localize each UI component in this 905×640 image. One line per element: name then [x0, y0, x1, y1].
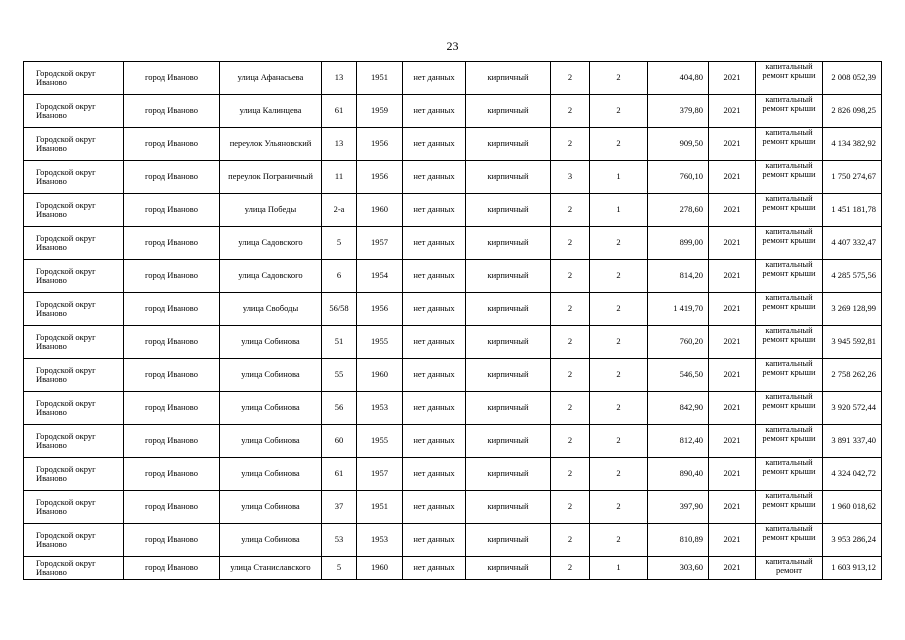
- table-row: [24, 359, 882, 392]
- registry-body: [24, 62, 882, 580]
- city-cell: город Иваново: [124, 161, 220, 194]
- area-cell: 303,60: [648, 557, 709, 580]
- table-row: [24, 524, 882, 557]
- entrances-cell: 2: [590, 359, 648, 392]
- house-number-cell: 51: [322, 326, 357, 359]
- cost-cell: 3 891 337,40: [823, 425, 882, 458]
- area-cell: 909,50: [648, 128, 709, 161]
- status-cell: нет данных: [403, 128, 466, 161]
- city-cell: город Иваново: [124, 227, 220, 260]
- area-cell: 1 419,70: [648, 293, 709, 326]
- build-year-cell: 1955: [357, 425, 403, 458]
- entrances-cell: 2: [590, 227, 648, 260]
- build-year-cell: 1951: [357, 62, 403, 95]
- street-cell: улица Калинцева: [220, 95, 322, 128]
- city-cell: город Иваново: [124, 95, 220, 128]
- table-row: [24, 227, 882, 260]
- district-cell: Городской округ Иваново: [24, 62, 124, 95]
- build-year-cell: 1959: [357, 95, 403, 128]
- plan-year-cell: 2021: [709, 227, 756, 260]
- house-number-cell: 37: [322, 491, 357, 524]
- cost-cell: 1 750 274,67: [823, 161, 882, 194]
- work-type-cell: капитальный ремонт крыши: [756, 194, 823, 227]
- plan-year-cell: 2021: [709, 557, 756, 580]
- floors-cell: 2: [551, 425, 590, 458]
- build-year-cell: 1960: [357, 359, 403, 392]
- house-number-cell: 56: [322, 392, 357, 425]
- wall-material-cell: кирпичный: [466, 260, 551, 293]
- city-cell: город Иваново: [124, 359, 220, 392]
- district-cell: Городской округ Иваново: [24, 491, 124, 524]
- street-cell: улица Победы: [220, 194, 322, 227]
- status-cell: нет данных: [403, 62, 466, 95]
- house-number-cell: 6: [322, 260, 357, 293]
- plan-year-cell: 2021: [709, 62, 756, 95]
- entrances-cell: 1: [590, 557, 648, 580]
- work-type-cell: капитальный ремонт крыши: [756, 62, 823, 95]
- wall-material-cell: кирпичный: [466, 161, 551, 194]
- plan-year-cell: 2021: [709, 392, 756, 425]
- street-cell: улица Собинова: [220, 425, 322, 458]
- entrances-cell: 2: [590, 458, 648, 491]
- cost-cell: 2 008 052,39: [823, 62, 882, 95]
- entrances-cell: 2: [590, 425, 648, 458]
- floors-cell: 2: [551, 62, 590, 95]
- wall-material-cell: кирпичный: [466, 326, 551, 359]
- district-cell: Городской округ Иваново: [24, 557, 124, 580]
- wall-material-cell: кирпичный: [466, 227, 551, 260]
- table-row: [24, 62, 882, 95]
- cost-cell: 4 134 382,92: [823, 128, 882, 161]
- plan-year-cell: 2021: [709, 161, 756, 194]
- table-row: [24, 326, 882, 359]
- district-cell: Городской округ Иваново: [24, 392, 124, 425]
- build-year-cell: 1957: [357, 458, 403, 491]
- status-cell: нет данных: [403, 359, 466, 392]
- status-cell: нет данных: [403, 260, 466, 293]
- plan-year-cell: 2021: [709, 458, 756, 491]
- cost-cell: 3 953 286,24: [823, 524, 882, 557]
- cost-cell: 4 285 575,56: [823, 260, 882, 293]
- table-row: [24, 491, 882, 524]
- entrances-cell: 2: [590, 293, 648, 326]
- entrances-cell: 2: [590, 491, 648, 524]
- table-row: [24, 128, 882, 161]
- floors-cell: 2: [551, 95, 590, 128]
- city-cell: город Иваново: [124, 458, 220, 491]
- cost-cell: 4 407 332,47: [823, 227, 882, 260]
- floors-cell: 2: [551, 227, 590, 260]
- cost-cell: 3 945 592,81: [823, 326, 882, 359]
- plan-year-cell: 2021: [709, 359, 756, 392]
- house-number-cell: 55: [322, 359, 357, 392]
- house-number-cell: 5: [322, 227, 357, 260]
- status-cell: нет данных: [403, 95, 466, 128]
- street-cell: улица Собинова: [220, 326, 322, 359]
- cost-cell: 3 269 128,99: [823, 293, 882, 326]
- district-cell: Городской округ Иваново: [24, 359, 124, 392]
- street-cell: переулок Пограничный: [220, 161, 322, 194]
- floors-cell: 2: [551, 557, 590, 580]
- street-cell: улица Собинова: [220, 392, 322, 425]
- wall-material-cell: кирпичный: [466, 293, 551, 326]
- plan-year-cell: 2021: [709, 128, 756, 161]
- area-cell: 760,20: [648, 326, 709, 359]
- area-cell: 760,10: [648, 161, 709, 194]
- house-number-cell: 61: [322, 95, 357, 128]
- wall-material-cell: кирпичный: [466, 95, 551, 128]
- build-year-cell: 1956: [357, 293, 403, 326]
- wall-material-cell: кирпичный: [466, 194, 551, 227]
- table-row: [24, 458, 882, 491]
- table-row: [24, 557, 882, 580]
- city-cell: город Иваново: [124, 425, 220, 458]
- street-cell: улица Собинова: [220, 458, 322, 491]
- wall-material-cell: кирпичный: [466, 491, 551, 524]
- status-cell: нет данных: [403, 293, 466, 326]
- wall-material-cell: кирпичный: [466, 425, 551, 458]
- area-cell: 404,80: [648, 62, 709, 95]
- floors-cell: 3: [551, 161, 590, 194]
- district-cell: Городской округ Иваново: [24, 128, 124, 161]
- city-cell: город Иваново: [124, 260, 220, 293]
- status-cell: нет данных: [403, 458, 466, 491]
- build-year-cell: 1956: [357, 161, 403, 194]
- cost-cell: 1 960 018,62: [823, 491, 882, 524]
- street-cell: улица Собинова: [220, 359, 322, 392]
- street-cell: улица Садовского: [220, 227, 322, 260]
- wall-material-cell: кирпичный: [466, 392, 551, 425]
- district-cell: Городской округ Иваново: [24, 524, 124, 557]
- district-cell: Городской округ Иваново: [24, 227, 124, 260]
- status-cell: нет данных: [403, 425, 466, 458]
- work-type-cell: капитальный ремонт крыши: [756, 524, 823, 557]
- cost-cell: 2 826 098,25: [823, 95, 882, 128]
- house-number-cell: 61: [322, 458, 357, 491]
- build-year-cell: 1954: [357, 260, 403, 293]
- wall-material-cell: кирпичный: [466, 128, 551, 161]
- table-row: [24, 260, 882, 293]
- build-year-cell: 1960: [357, 194, 403, 227]
- cost-cell: 4 324 042,72: [823, 458, 882, 491]
- house-number-cell: 53: [322, 524, 357, 557]
- floors-cell: 2: [551, 491, 590, 524]
- entrances-cell: 2: [590, 392, 648, 425]
- entrances-cell: 2: [590, 62, 648, 95]
- floors-cell: 2: [551, 458, 590, 491]
- wall-material-cell: кирпичный: [466, 524, 551, 557]
- build-year-cell: 1953: [357, 392, 403, 425]
- area-cell: 278,60: [648, 194, 709, 227]
- work-type-cell: капитальный ремонт крыши: [756, 293, 823, 326]
- build-year-cell: 1955: [357, 326, 403, 359]
- cost-cell: 3 920 572,44: [823, 392, 882, 425]
- city-cell: город Иваново: [124, 491, 220, 524]
- cost-cell: 1 603 913,12: [823, 557, 882, 580]
- build-year-cell: 1956: [357, 128, 403, 161]
- plan-year-cell: 2021: [709, 260, 756, 293]
- plan-year-cell: 2021: [709, 491, 756, 524]
- work-type-cell: капитальный ремонт крыши: [756, 260, 823, 293]
- city-cell: город Иваново: [124, 293, 220, 326]
- status-cell: нет данных: [403, 557, 466, 580]
- area-cell: 842,90: [648, 392, 709, 425]
- area-cell: 379,80: [648, 95, 709, 128]
- area-cell: 546,50: [648, 359, 709, 392]
- work-type-cell: капитальный ремонт крыши: [756, 326, 823, 359]
- status-cell: нет данных: [403, 392, 466, 425]
- area-cell: 810,89: [648, 524, 709, 557]
- cost-cell: 2 758 262,26: [823, 359, 882, 392]
- plan-year-cell: 2021: [709, 524, 756, 557]
- plan-year-cell: 2021: [709, 293, 756, 326]
- work-type-cell: капитальный ремонт крыши: [756, 161, 823, 194]
- build-year-cell: 1960: [357, 557, 403, 580]
- district-cell: Городской округ Иваново: [24, 326, 124, 359]
- city-cell: город Иваново: [124, 128, 220, 161]
- cost-cell: 1 451 181,78: [823, 194, 882, 227]
- table-row: [24, 392, 882, 425]
- house-number-cell: 56/58: [322, 293, 357, 326]
- floors-cell: 2: [551, 326, 590, 359]
- area-cell: 890,40: [648, 458, 709, 491]
- floors-cell: 2: [551, 260, 590, 293]
- district-cell: Городской округ Иваново: [24, 95, 124, 128]
- house-number-cell: 5: [322, 557, 357, 580]
- house-number-cell: 13: [322, 128, 357, 161]
- build-year-cell: 1957: [357, 227, 403, 260]
- work-type-cell: капитальный ремонт крыши: [756, 392, 823, 425]
- status-cell: нет данных: [403, 326, 466, 359]
- district-cell: Городской округ Иваново: [24, 458, 124, 491]
- work-type-cell: капитальный ремонт крыши: [756, 128, 823, 161]
- district-cell: Городской округ Иваново: [24, 425, 124, 458]
- city-cell: город Иваново: [124, 524, 220, 557]
- table-row: [24, 194, 882, 227]
- wall-material-cell: кирпичный: [466, 458, 551, 491]
- work-type-cell: капитальный ремонт крыши: [756, 491, 823, 524]
- wall-material-cell: кирпичный: [466, 359, 551, 392]
- district-cell: Городской округ Иваново: [24, 161, 124, 194]
- floors-cell: 2: [551, 524, 590, 557]
- area-cell: 899,00: [648, 227, 709, 260]
- plan-year-cell: 2021: [709, 326, 756, 359]
- entrances-cell: 1: [590, 161, 648, 194]
- floors-cell: 2: [551, 128, 590, 161]
- district-cell: Городской округ Иваново: [24, 293, 124, 326]
- table-row: [24, 293, 882, 326]
- work-type-cell: капитальный ремонт крыши: [756, 458, 823, 491]
- work-type-cell: капитальный ремонт крыши: [756, 359, 823, 392]
- status-cell: нет данных: [403, 524, 466, 557]
- wall-material-cell: кирпичный: [466, 62, 551, 95]
- work-type-cell: капитальный ремонт крыши: [756, 425, 823, 458]
- entrances-cell: 1: [590, 194, 648, 227]
- work-type-cell: капитальный ремонт крыши: [756, 95, 823, 128]
- street-cell: улица Собинова: [220, 491, 322, 524]
- table-row: [24, 161, 882, 194]
- status-cell: нет данных: [403, 161, 466, 194]
- plan-year-cell: 2021: [709, 194, 756, 227]
- house-number-cell: 11: [322, 161, 357, 194]
- wall-material-cell: кирпичный: [466, 557, 551, 580]
- street-cell: улица Собинова: [220, 524, 322, 557]
- entrances-cell: 2: [590, 326, 648, 359]
- city-cell: город Иваново: [124, 392, 220, 425]
- district-cell: Городской округ Иваново: [24, 194, 124, 227]
- floors-cell: 2: [551, 392, 590, 425]
- city-cell: город Иваново: [124, 194, 220, 227]
- work-type-cell: капитальный ремонт крыши: [756, 227, 823, 260]
- street-cell: улица Свободы: [220, 293, 322, 326]
- street-cell: переулок Ульяновский: [220, 128, 322, 161]
- page-number: 23: [446, 39, 459, 53]
- street-cell: улица Садовского: [220, 260, 322, 293]
- housing-registry-table: [23, 61, 882, 580]
- floors-cell: 2: [551, 359, 590, 392]
- entrances-cell: 2: [590, 128, 648, 161]
- district-cell: Городской округ Иваново: [24, 260, 124, 293]
- area-cell: 397,90: [648, 491, 709, 524]
- floors-cell: 2: [551, 293, 590, 326]
- status-cell: нет данных: [403, 194, 466, 227]
- build-year-cell: 1953: [357, 524, 403, 557]
- table-row: [24, 425, 882, 458]
- status-cell: нет данных: [403, 227, 466, 260]
- entrances-cell: 2: [590, 524, 648, 557]
- table-row: [24, 95, 882, 128]
- work-type-cell: капитальный ремонт: [756, 557, 823, 580]
- city-cell: город Иваново: [124, 62, 220, 95]
- area-cell: 812,40: [648, 425, 709, 458]
- street-cell: улица Станиславского: [220, 557, 322, 580]
- status-cell: нет данных: [403, 491, 466, 524]
- city-cell: город Иваново: [124, 326, 220, 359]
- house-number-cell: 60: [322, 425, 357, 458]
- house-number-cell: 13: [322, 62, 357, 95]
- entrances-cell: 2: [590, 260, 648, 293]
- build-year-cell: 1951: [357, 491, 403, 524]
- house-number-cell: 2-а: [322, 194, 357, 227]
- entrances-cell: 2: [590, 95, 648, 128]
- floors-cell: 2: [551, 194, 590, 227]
- plan-year-cell: 2021: [709, 425, 756, 458]
- plan-year-cell: 2021: [709, 95, 756, 128]
- area-cell: 814,20: [648, 260, 709, 293]
- street-cell: улица Афанасьева: [220, 62, 322, 95]
- city-cell: город Иваново: [124, 557, 220, 580]
